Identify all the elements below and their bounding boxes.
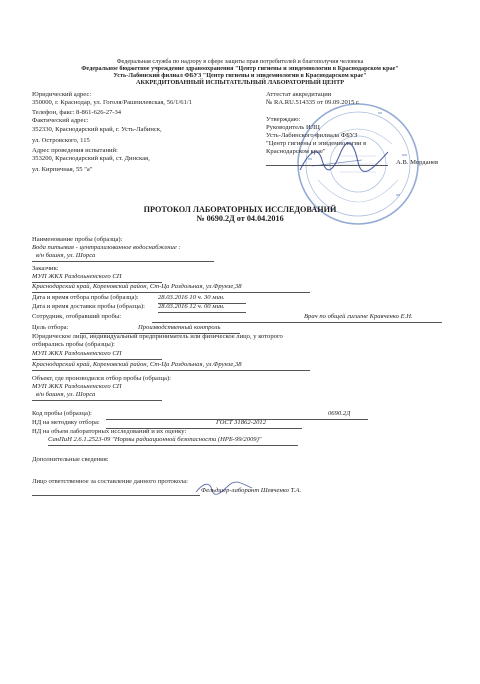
test-address-line1: 353200, Краснодарский край, ст. Динская, bbox=[32, 155, 150, 162]
employee-label: Сотрудник, отобравший пробы: bbox=[32, 313, 122, 320]
underline bbox=[32, 400, 162, 401]
sample-name-value-line1: Вода питьевая - централизованное водоснабжение : bbox=[32, 244, 181, 251]
actual-address-line1: 352330, Краснодарский край, г. Усть-Лабинск, bbox=[32, 126, 162, 133]
sample-code-value: 0690.2Д bbox=[328, 410, 351, 417]
protocol-number: № 0690.2Д от 04.04.2016 bbox=[196, 214, 284, 223]
scope-value: СанПиН 2.6.1.2523-09 "Нормы радиационной безопасности (НРБ-99/2009)" bbox=[48, 436, 262, 443]
accreditation-number: № RA.RU.514335 от 09.09.2015 г. bbox=[266, 99, 360, 106]
entity-value-line2: Краснодарский край, Кореновский район, Ст-Ца Раздольная, ул.Фрунзе,38 bbox=[32, 361, 242, 368]
responsible-person-label: Лицо ответственное за составление данного протокола: bbox=[32, 478, 188, 485]
accreditation-label: Аттестат аккредитации bbox=[266, 91, 332, 98]
scope-label: НД на объем лабораторных исследований и их оценку: bbox=[32, 428, 187, 435]
sampling-datetime-value: 28.03.2016 10 ч. 30 мин. bbox=[158, 294, 225, 301]
actual-address-line2: ул. Островского, 115 bbox=[32, 137, 90, 144]
responsible-signature bbox=[190, 478, 260, 498]
sampling-datetime-label: Дата и время отбора пробы (образца): bbox=[32, 294, 139, 301]
entity-label-line1: Юридическое лицо, индивидуальный предприниматель или физическое лицо, у которого bbox=[32, 333, 283, 340]
underline bbox=[158, 312, 246, 313]
legal-address-label: Юридический адрес: bbox=[32, 91, 92, 98]
header-line-branch: Усть-Лабинский филиал ФБУЗ "Центр гигиены и эпидемиологии в Краснодарском крае" bbox=[113, 72, 367, 79]
object-value-line1: МУП ЖКХ Раздольненского СП bbox=[32, 383, 122, 390]
sampling-method-label: НД на методику отбора: bbox=[32, 419, 100, 426]
purpose-label: Цель отбора: bbox=[32, 324, 69, 331]
header-line-agency: Федеральная служба по надзору в сфере защиты прав потребителей и благополучия человека bbox=[116, 58, 364, 65]
entity-label-line2: отбирались пробы (образцы): bbox=[32, 341, 115, 348]
underline bbox=[32, 292, 310, 293]
purpose-value: Производственный контроль bbox=[138, 324, 221, 331]
customer-label: Заказчик: bbox=[32, 265, 59, 272]
object-label: Объект, где производился отбор пробы (образца): bbox=[32, 375, 172, 382]
customer-value-line1: МУП ЖКХ Раздольненского СП bbox=[32, 273, 122, 280]
delivery-datetime-value: 28.03.2016 12 ч. 00 мин. bbox=[158, 303, 225, 310]
underline bbox=[32, 261, 214, 262]
sample-name-label: Наименование пробы (образца): bbox=[32, 236, 123, 243]
delivery-datetime-label: Дата и время доставки пробы (образца): bbox=[32, 303, 145, 310]
legal-address: 350000, г. Краснодар, ул. Гоголя/Рашпилевская, 56/1/61/1 bbox=[32, 99, 193, 106]
actual-address-label: Фактический адрес: bbox=[32, 117, 89, 124]
handwritten-signature bbox=[292, 140, 402, 180]
sample-name-value-line2: в/н башня, ул. Шорса bbox=[36, 252, 96, 259]
protocol-title: ПРОТОКОЛ ЛАБОРАТОРНЫХ ИССЛЕДОВАНИЙ bbox=[143, 205, 337, 214]
approve-label: Утверждаю: bbox=[266, 116, 301, 123]
test-address-label: Адрес проведения испытаний: bbox=[32, 147, 118, 154]
underline bbox=[32, 359, 162, 360]
underline bbox=[48, 445, 298, 446]
underline bbox=[152, 322, 442, 323]
sampling-method-value: ГОСТ 31862-2012 bbox=[216, 419, 267, 426]
object-value-line2: в/н башня, ул. Шорса bbox=[36, 391, 96, 398]
sample-code-label: Код пробы (образца): bbox=[32, 410, 92, 417]
head-title-line2: Усть-Лабинского филиала ФБУЗ bbox=[266, 132, 358, 139]
head-title-line1: Руководитель ИЛЦ bbox=[266, 124, 320, 131]
underline bbox=[32, 370, 310, 371]
head-title-line3: "Центр гигиены и эпидемиологии в bbox=[266, 140, 367, 147]
phone-fax: Телефон, факс: 8-861-626-27-34 bbox=[32, 109, 122, 116]
responsible-signature-line bbox=[32, 495, 200, 496]
responsible-person-value: Фельдшер-лаборант Шевченко Т.А. bbox=[201, 487, 302, 494]
entity-value-line1: МУП ЖКХ Раздольненского СП bbox=[32, 350, 122, 357]
employee-value: Врач по общей гигиене Кравченко Е.Н. bbox=[304, 313, 413, 320]
header-line-institution: Федеральное бюджетное учреждение здравоохранения "Центр гигиены и эпидемиологии в Краснодарском крае" bbox=[81, 65, 399, 72]
extra-info-label: Дополнительные сведения: bbox=[32, 456, 109, 463]
head-title-line4: Краснодарском крае" bbox=[266, 148, 326, 155]
customer-value-line2: Краснодарский край, Кореновский район, Ст-Ца Раздольная, ул.Фрунзе,38 bbox=[32, 283, 242, 290]
test-address-line2: ул. Кирпичная, 55 "а" bbox=[32, 166, 93, 173]
header-line-center: АККРЕДИТОВАННЫЙ ИСПЫТАТЕЛЬНЫЙ ЛАБОРАТОРНЫЙ ЦЕНТР bbox=[136, 79, 344, 86]
signer-name: А.В. Морданев bbox=[396, 159, 439, 166]
